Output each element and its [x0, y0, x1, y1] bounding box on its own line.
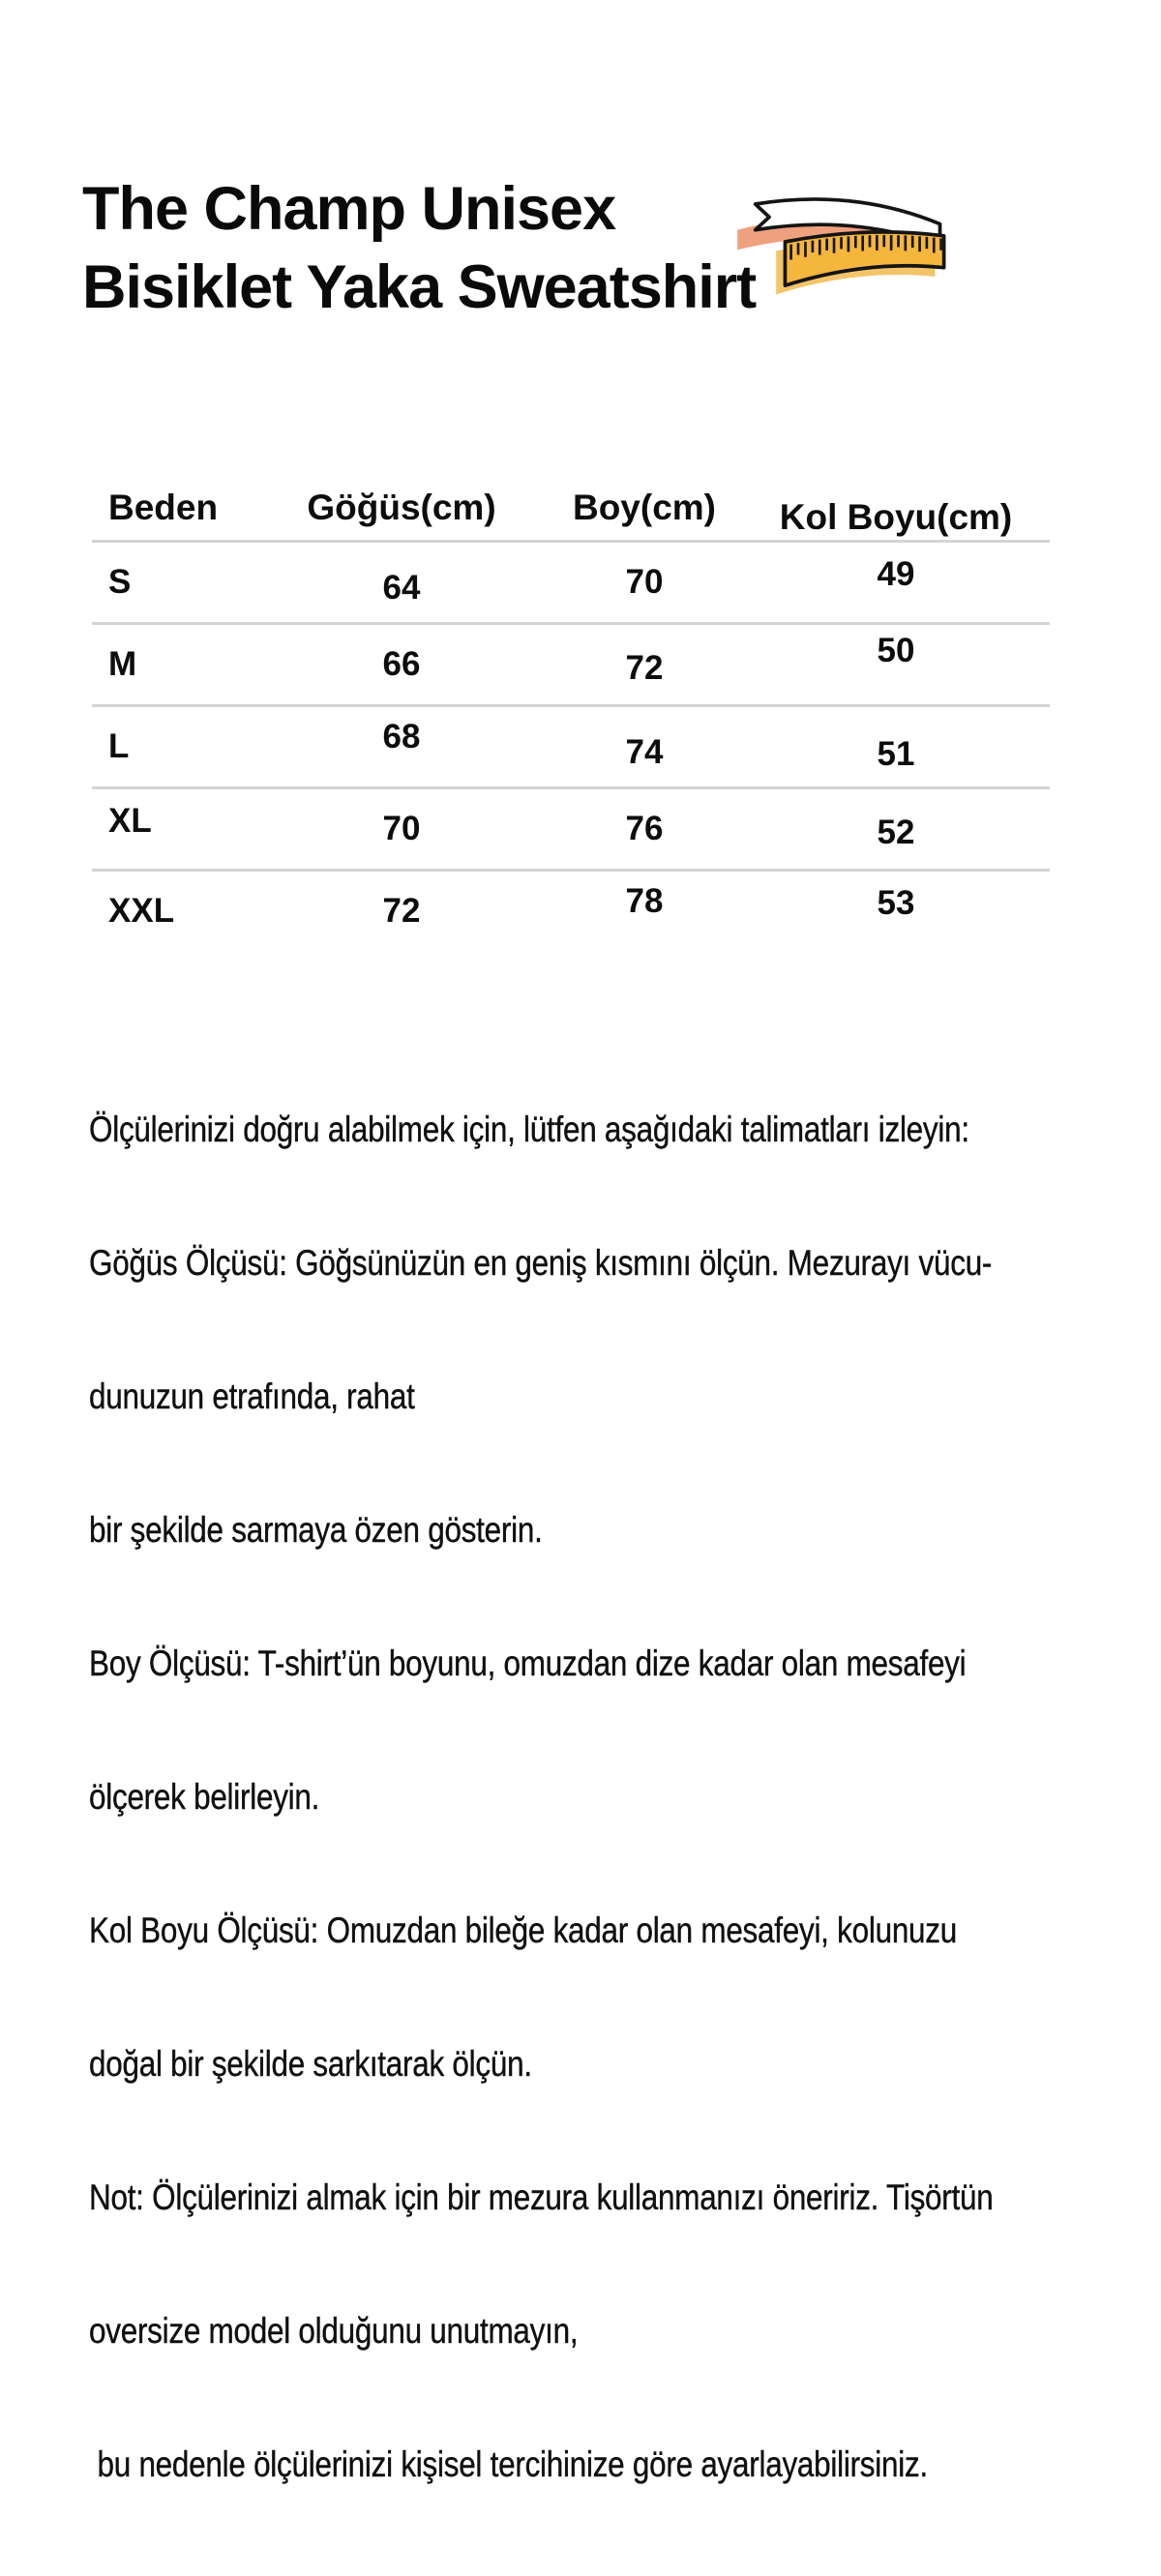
instruction-line: bir şekilde sarmaya özen gösterin.	[89, 1510, 543, 1550]
chest-value: 64	[382, 569, 421, 607]
length-value: 76	[625, 810, 664, 847]
size-label: XL	[108, 802, 152, 840]
size-label: S	[108, 563, 132, 601]
instruction-line: dunuzun etrafında, rahat	[89, 1377, 415, 1416]
instruction-line: doğal bir şekilde sarkıtarak ölçün.	[89, 2044, 532, 2084]
size-row-m	[92, 625, 1050, 707]
sleeve-value: 49	[877, 555, 915, 593]
chest-value: 66	[382, 645, 421, 683]
size-table	[92, 476, 1050, 951]
length-value: 78	[625, 882, 664, 920]
instruction-line: Boy Ölçüsü: T-shirt’ün boyunu, omuzdan dize kadar olan mesafeyi	[89, 1643, 967, 1683]
instruction-line: Not: Ölçülerinizi almak için bir mezura kullanmanızı öneririz. Tişörtün	[89, 2177, 994, 2217]
size-table-header-row	[92, 476, 1050, 543]
size-row-s	[92, 543, 1050, 625]
size-label: L	[108, 727, 130, 765]
size-row-xxl	[92, 872, 1050, 951]
chest-value: 68	[382, 718, 421, 755]
sleeve-value: 52	[877, 814, 915, 851]
length-value: 70	[625, 563, 664, 601]
col-header-beden: Beden	[108, 488, 219, 527]
product-title	[82, 170, 756, 327]
col-header-gogus: Göğüs(cm)	[307, 488, 496, 527]
sleeve-value: 53	[877, 884, 915, 922]
chest-value: 72	[382, 892, 421, 930]
measurement-instructions	[89, 1019, 1109, 2576]
col-header-kol-boyu: Kol Boyu(cm)	[779, 497, 1013, 537]
length-value: 74	[625, 733, 664, 771]
instruction-line: Ölçülerinizi doğru alabilmek için, lütfen aşağıdaki talimatları izleyin:	[89, 1110, 969, 1149]
measuring-tape-icon	[729, 186, 958, 298]
instruction-line: Göğüs Ölçüsü: Göğsünüzün en geniş kısmını ölçün. Mezurayı vücu-	[89, 1243, 993, 1283]
instruction-line: Kol Boyu Ölçüsü: Omuzdan bileğe kadar olan mesafeyi, kolunuzu	[89, 1910, 958, 1950]
size-row-l	[92, 707, 1050, 789]
product-title-line1: The Champ Unisex	[82, 175, 616, 243]
chest-value: 70	[382, 810, 421, 847]
sleeve-value: 50	[877, 632, 915, 669]
instruction-line: oversize model olduğunu unutmayın,	[89, 2311, 579, 2351]
length-value: 72	[625, 649, 664, 687]
instruction-line: ölçerek belirleyin.	[89, 1777, 320, 1817]
sleeve-value: 51	[877, 735, 915, 773]
instruction-line: bu nedenle ölçülerinizi kişisel tercihinize göre ayarlayabilirsiniz.	[89, 2444, 928, 2484]
product-title-line2: Bisiklet Yaka Sweatshirt	[82, 253, 757, 321]
col-header-boy: Boy(cm)	[572, 488, 717, 527]
size-row-xl	[92, 789, 1050, 872]
size-label: XXL	[108, 892, 175, 930]
size-label: M	[108, 645, 137, 683]
